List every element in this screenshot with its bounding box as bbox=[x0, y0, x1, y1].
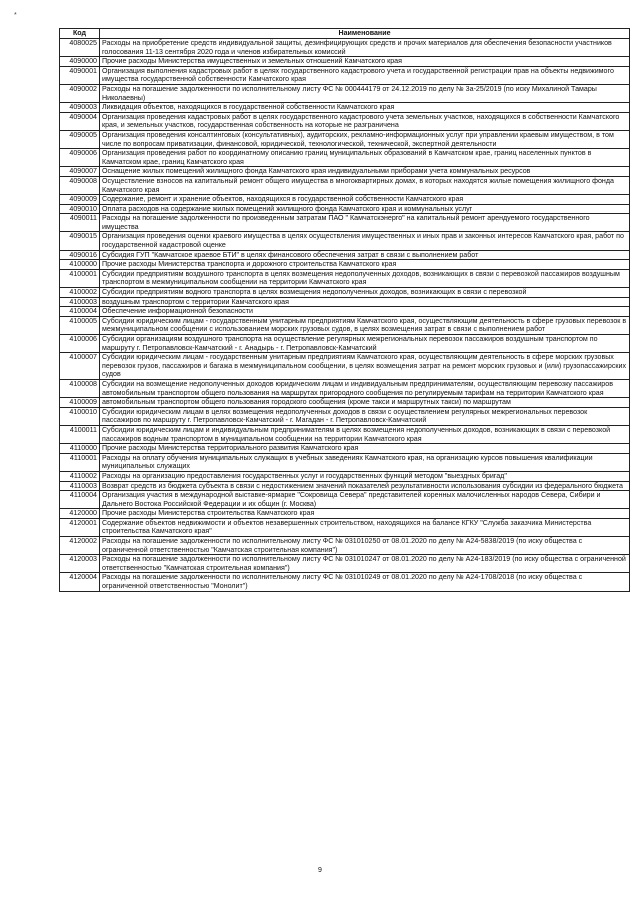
row-code: 4090000 bbox=[60, 57, 100, 67]
row-name: Прочие расходы Министерства строительства Камчатского края bbox=[100, 509, 630, 519]
table-row bbox=[60, 398, 630, 408]
row-code: 4120000 bbox=[60, 509, 100, 519]
row-name: Субсидии на возмещение недополученных доходов юридическим лицам и индивидуальным предпринимателям, осуществляющим перевозку пассажиров автомобильным транспортом общего пользования на маршрутах пригородного сообщения по регулируемым тарифам на территории Камчатского края bbox=[100, 379, 630, 397]
row-name: Субсидии юридическим лицам и индивидуальным предпринимателям в целях возмещения недополученных доходов, возникающих в связи с перевозкой пассажиров водным транспортом в муниципальном сообщении на территории Камчатского края bbox=[100, 425, 630, 443]
page-number: 9 bbox=[318, 867, 322, 874]
table-row bbox=[60, 103, 630, 113]
table-row bbox=[60, 353, 630, 380]
row-code: 4090002 bbox=[60, 84, 100, 102]
row-name: воздушным транспортом с территории Камчатского края bbox=[100, 297, 630, 307]
row-name: Субсидии юридическим лицам - государственным унитарным предприятиям Камчатского края, осуществляющим деятельность в сфере морских грузовых перевозок грузов, пассажиров и багажа в межмуниципальном сообщении, в целях возмещения затрат на ремонт морских грузовых и (или) грузопассажирских судов bbox=[100, 353, 630, 380]
table-body bbox=[60, 39, 630, 592]
table-row bbox=[60, 260, 630, 270]
row-code: 4090016 bbox=[60, 250, 100, 260]
table-row bbox=[60, 453, 630, 471]
row-name: Расходы на погашение задолженности по исполнительному листу ФС № 031010250 от 08.01.2020 по делу № А24-5838/2019 (по иску общества с ограниченной ответственностью "Камчатская строительная компания") bbox=[100, 537, 630, 555]
row-code: 4100003 bbox=[60, 297, 100, 307]
table-row bbox=[60, 250, 630, 260]
row-name: Расходы на погашение задолженности по исполнительному листу ФС № 000444179 от 24.12.2019 по делу № 3а-25/2019 (по иску Михалиной Тамары Николаевны) bbox=[100, 84, 630, 102]
row-name: Осуществление взносов на капитальный ремонт общего имущества в многоквартирных домах, в которых находятся жилые помещения жилищного фонда Камчатского края bbox=[100, 176, 630, 194]
row-code: 4090006 bbox=[60, 149, 100, 167]
row-code: 4090004 bbox=[60, 112, 100, 130]
row-name: Субсидии предприятиям воздушного транспорта в целях возмещения недополученных доходов, возникающих в связи с перевозкой пассажиров воздушным транспортом в межмуниципальном сообщении на территории Камчатского края bbox=[100, 269, 630, 287]
table-row bbox=[60, 425, 630, 443]
row-name: Расходы на организацию предоставления государственных услуг и государственных функций методом "выездных бригад" bbox=[100, 471, 630, 481]
row-name: Оплата расходов на содержание жилых помещений жилищного фонда Камчатского края и коммунальных услуг bbox=[100, 204, 630, 214]
table-row bbox=[60, 112, 630, 130]
row-name: Субсидия ГУП "Камчатское краевое БТИ" в целях финансового обеспечения затрат в связи с выполнением работ bbox=[100, 250, 630, 260]
row-name: Расходы на оплату обучения муниципальных служащих в учебных заведениях Камчатского края, на организацию курсов повышения квалификации муниципальных служащих bbox=[100, 453, 630, 471]
row-name: Прочие расходы Министерства транспорта и дорожного строительства Камчатского края bbox=[100, 260, 630, 270]
row-code: 4100009 bbox=[60, 398, 100, 408]
row-name: Возврат средств из бюджета субъекта в связи с недостижением значений показателей результативности использования субсидии из федерального бюджета bbox=[100, 481, 630, 491]
row-code: 4110004 bbox=[60, 491, 100, 509]
table-row bbox=[60, 518, 630, 536]
row-code: 4090010 bbox=[60, 204, 100, 214]
row-code: 4100001 bbox=[60, 269, 100, 287]
table-row bbox=[60, 481, 630, 491]
table-row bbox=[60, 316, 630, 334]
row-code: 4090008 bbox=[60, 176, 100, 194]
table-row bbox=[60, 537, 630, 555]
table-row bbox=[60, 232, 630, 250]
row-name: Организация проведения кадастровых работ в целях государственного кадастрового учета земельных участков, находящихся в собственности Камчатского края, и земельных участков, государственная собственность на которые не разграничена bbox=[100, 112, 630, 130]
table-row bbox=[60, 288, 630, 298]
row-code: 4090009 bbox=[60, 195, 100, 205]
row-name: Расходы на погашение задолженности по исполнительному листу ФС № 031010247 от 08.01.2020 по делу № А24-183/2019 (по иску общества с ограниченной ответственностью "Камчатская строительная компания") bbox=[100, 555, 630, 573]
row-name: Расходы на погашение задолженности по произведенным затратам ПАО " Камчатскэнерго" на капитальный ремонт арендуемого государственного имущества bbox=[100, 214, 630, 232]
row-name: Расходы на приобретение средств индивидуальной защиты, дезинфицирующих средств и прочих материалов для обеспечения безопасности участников голосования 11-13 сентября 2020 года и членов избирательных комиссий bbox=[100, 39, 630, 57]
table-row bbox=[60, 195, 630, 205]
row-code: 4100004 bbox=[60, 307, 100, 317]
table-row bbox=[60, 471, 630, 481]
row-code: 4120004 bbox=[60, 573, 100, 591]
row-code: 4100008 bbox=[60, 379, 100, 397]
table-row bbox=[60, 307, 630, 317]
row-name: Оснащение жилых помещений жилищного фонда Камчатского края индивидуальными приборами учета коммунальных ресурсов bbox=[100, 167, 630, 177]
table-row bbox=[60, 39, 630, 57]
row-name: Субсидии юридическим лицам - государственным унитарным предприятиям Камчатского края, осуществляющим деятельность в сфере грузовых перевозок в межмуниципальном сообщении с использованием морских грузовых судов, в целях возмещения затрат в связи с выполнением работ bbox=[100, 316, 630, 334]
row-code: 4090007 bbox=[60, 167, 100, 177]
row-code: 4100007 bbox=[60, 353, 100, 380]
row-name: Организация выполнения кадастровых работ в целях государственного кадастрового учета и государственной регистрации прав на объекты недвижимого имущества государственной собственности Камчатского края bbox=[100, 66, 630, 84]
table-row bbox=[60, 509, 630, 519]
table-row bbox=[60, 57, 630, 67]
row-code: 4120001 bbox=[60, 518, 100, 536]
row-code: 4120002 bbox=[60, 537, 100, 555]
row-code: 4090005 bbox=[60, 130, 100, 148]
row-code: 4090015 bbox=[60, 232, 100, 250]
table-row bbox=[60, 66, 630, 84]
table-row bbox=[60, 335, 630, 353]
row-name: Организация проведения оценки краевого имущества в целях осуществления имущественных и иных прав и законных интересов Камчатского края, работ по государственной кадастровой оценке bbox=[100, 232, 630, 250]
table-row bbox=[60, 491, 630, 509]
corner-mark: * bbox=[14, 12, 17, 19]
row-name: Ликвидация объектов, находящихся в государственной собственности Камчатского края bbox=[100, 103, 630, 113]
table-row bbox=[60, 269, 630, 287]
row-code: 4120003 bbox=[60, 555, 100, 573]
row-code: 4100010 bbox=[60, 407, 100, 425]
row-name: Организация проведения работ по координатному описанию границ муниципальных образований в Камчатском крае, границ населенных пунктов в Камчатском крае, границ Камчатского края bbox=[100, 149, 630, 167]
table-row bbox=[60, 297, 630, 307]
row-name: Субсидии предприятиям водного транспорта в целях возмещения недополученных доходов, возникающих в связи с перевозкой bbox=[100, 288, 630, 298]
row-code: 4100006 bbox=[60, 335, 100, 353]
row-code: 4090003 bbox=[60, 103, 100, 113]
row-name: Прочие расходы Министерства территориального развития Камчатского края bbox=[100, 444, 630, 454]
row-name: Содержание объектов недвижимости и объектов незавершенных строительством, находящихся на балансе КГКУ "Служба заказчика Министерства строительства Камчатского края" bbox=[100, 518, 630, 536]
row-name: автомобильным транспортом общего пользования городского сообщения (кроме такси и маршрутных такси) по маршрутам bbox=[100, 398, 630, 408]
row-code: 4100002 bbox=[60, 288, 100, 298]
table-row bbox=[60, 204, 630, 214]
row-name: Прочие расходы Министерства имущественных и земельных отношений Камчатского края bbox=[100, 57, 630, 67]
table-row bbox=[60, 167, 630, 177]
row-name: Расходы на погашение задолженности по исполнительному листу ФС № 031010249 от 08.01.2020 по делу № А24-1708/2018 (по иску общества с ограниченной ответственностью "Монолит") bbox=[100, 573, 630, 591]
table-row bbox=[60, 444, 630, 454]
row-code: 4090011 bbox=[60, 214, 100, 232]
row-code: 4110003 bbox=[60, 481, 100, 491]
row-name: Содержание, ремонт и хранение объектов, находящихся в государственной собственности Камчатского края bbox=[100, 195, 630, 205]
row-name: Субсидии организациям воздушного транспорта на осуществление регулярных межрегиональных перевозок пассажиров воздушным транспортом по маршруту г. Петропавловск-Камчатский - г. Анадырь - г. Петропавловск-Камчатский bbox=[100, 335, 630, 353]
row-code: 4100011 bbox=[60, 425, 100, 443]
table-row bbox=[60, 573, 630, 591]
row-code: 4110002 bbox=[60, 471, 100, 481]
row-name: Субсидии юридическим лицам в целях возмещения недополученных доходов в связи с осуществлением регулярных межрегиональных перевозок пассажиров по маршруту г. Петропавловск-Камчатский - г. Магадан - г. Петропавловск-Камчатский bbox=[100, 407, 630, 425]
table-row bbox=[60, 555, 630, 573]
name-column-header: Наименование bbox=[100, 29, 630, 39]
table-row bbox=[60, 407, 630, 425]
row-code: 4100005 bbox=[60, 316, 100, 334]
row-code: 4090001 bbox=[60, 66, 100, 84]
row-code: 4100000 bbox=[60, 260, 100, 270]
table-row bbox=[60, 149, 630, 167]
table-row bbox=[60, 379, 630, 397]
row-code: 4110001 bbox=[60, 453, 100, 471]
table-row bbox=[60, 84, 630, 102]
table-row bbox=[60, 130, 630, 148]
code-column-header: Код bbox=[60, 29, 100, 39]
row-name: Организация проведения консалтинговых (консультативных), аудиторских, рекламно-информационных услуг при управлении краевым имуществом, в том числе по вопросам приватизации, финансовой, юридической, технологической, технической, экспертной деятельности bbox=[100, 130, 630, 148]
table-row bbox=[60, 176, 630, 194]
row-code: 4080025 bbox=[60, 39, 100, 57]
table-header-row bbox=[60, 29, 630, 39]
row-name: Обеспечение информационной безопасности bbox=[100, 307, 630, 317]
table-row bbox=[60, 214, 630, 232]
budget-code-table bbox=[59, 28, 630, 592]
row-name: Организация участия в международной выставке-ярмарке "Сокровища Севера" представителей коренных малочисленных народов Севера, Сибири и Дальнего Востока Российской Федерации и их общин (г. Москва) bbox=[100, 491, 630, 509]
row-code: 4110000 bbox=[60, 444, 100, 454]
